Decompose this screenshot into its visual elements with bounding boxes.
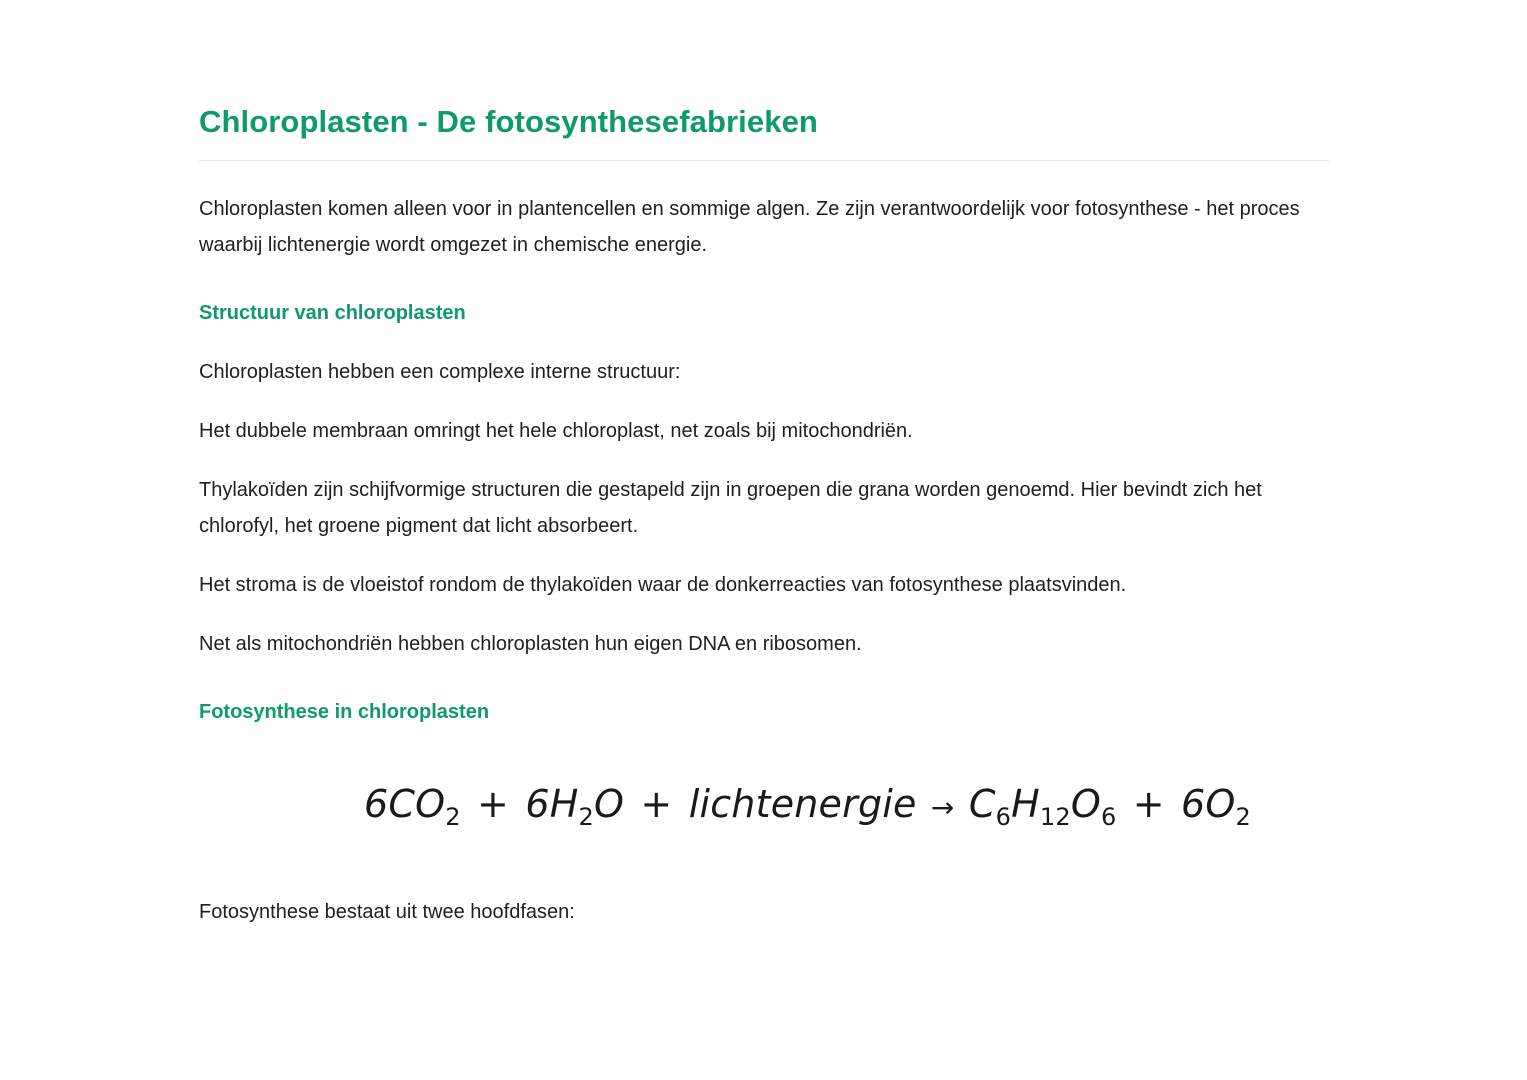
formula-plus: + bbox=[1132, 782, 1165, 826]
membrane-paragraph: Het dubbele membraan omringt het hele chloroplast, net zoals bij mitochondriën. bbox=[199, 420, 913, 442]
formula-o: O bbox=[1070, 782, 1101, 826]
formula-arrow-icon: → bbox=[930, 791, 955, 824]
formula-light-energy: lichtenergie bbox=[688, 782, 917, 826]
formula-h: 6H bbox=[525, 782, 579, 826]
title-divider bbox=[199, 160, 1329, 161]
formula-plus: + bbox=[477, 782, 510, 826]
section-heading-structure: Structuur van chloroplasten bbox=[199, 302, 466, 324]
formula-sub: 12 bbox=[1039, 803, 1071, 831]
formula-o: O bbox=[593, 782, 625, 826]
formula-plus: + bbox=[640, 782, 673, 826]
formula-co2: 6CO bbox=[364, 782, 446, 826]
formula-sub: 2 bbox=[445, 803, 461, 831]
dna-paragraph: Net als mitochondriën hebben chloroplasten hun eigen DNA en ribosomen. bbox=[199, 633, 862, 655]
stroma-paragraph: Het stroma is de vloeistof rondom de thylakoïden waar de donkerreacties van fotosynthese plaatsvinden. bbox=[199, 574, 1127, 596]
structure-lead-paragraph: Chloroplasten hebben een complexe interne structuur: bbox=[199, 361, 681, 383]
phases-paragraph: Fotosynthese bestaat uit twee hoofdfasen: bbox=[199, 901, 575, 923]
formula-sub: 6 bbox=[995, 803, 1012, 831]
thylakoid-paragraph: Thylakoïden zijn schijfvormige structuren die gestapeld zijn in groepen die grana worden genoemd. Hier bevindt zich het chlorofyl, het groene pigment dat licht absorbeert. bbox=[199, 479, 1262, 537]
formula-c: C bbox=[968, 782, 996, 826]
formula-o2: 6O bbox=[1181, 782, 1236, 826]
intro-paragraph: Chloroplasten komen alleen voor in plantencellen en sommige algen. Ze zijn verantwoordelijk voor fotosynthese - het proces waarbij lichtenergie wordt omgezet in chemische energie. bbox=[199, 198, 1300, 256]
section-heading-photosynthesis: Fotosynthese in chloroplasten bbox=[199, 701, 490, 723]
formula-sub: 6 bbox=[1100, 803, 1117, 831]
photosynthesis-equation bbox=[364, 782, 1252, 831]
formula-sub: 2 bbox=[578, 803, 594, 831]
page-title: Chloroplasten - De fotosynthesefabrieken bbox=[199, 104, 818, 139]
formula-h: H bbox=[1011, 782, 1040, 826]
formula-sub: 2 bbox=[1235, 803, 1252, 831]
